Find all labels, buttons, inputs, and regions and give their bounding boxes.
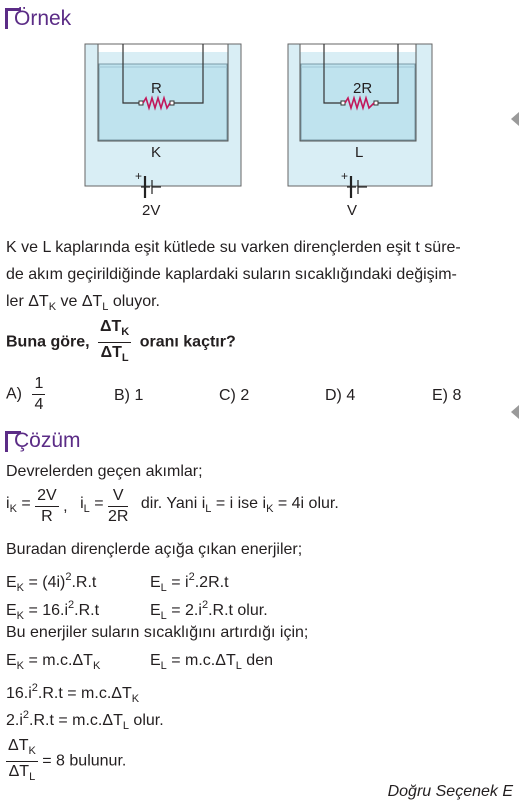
answer-note: Doğru Seçenek E [387,783,513,800]
solution-line-10: $\frac{\Delta T_K}{\Delta T_L}$ = 8 bulunur. [8,737,127,783]
circuit-figure [0,30,519,230]
resistor-K-label: R [151,80,162,97]
resistor-L-label: 2R [353,80,373,97]
solution-line-7b: $E_L = m.c.\Delta T_L$ den [150,652,273,672]
solution-line-5a: $E_K = 16.i^2.R.t$ [6,599,100,622]
option-b[interactable]: B) 1 [114,387,144,404]
ornek-heading: Örnek [14,7,72,30]
battery-L-plus: + [341,169,349,183]
container-K-label: K [151,144,162,161]
question-ask: Buna göre, $\frac{\Delta T_K}{\Delta T_L}$ oranı kaçtır? [6,318,236,364]
question-line-1: K ve L kaplarında eşit kütlede su varken dirençlerden eşit t süre- [6,239,461,256]
solution-line-3: Buradan dirençlerde açığa çıkan enerjiler; [6,541,303,558]
cozum-heading: Çözüm [14,429,81,452]
battery-K-voltage: 2V [142,202,161,219]
battery-K-plus: + [135,169,143,183]
option-e[interactable]: E) 8 [432,387,462,404]
container-L [288,44,432,186]
option-a[interactable]: A) $\frac{1}{4}$ [6,375,44,413]
container-L-label: L [355,144,364,161]
solution-line-5b: $E_L = 2.i^2.R.t$ olur. [150,599,268,622]
solution-line-4a: $E_K = (4i)^2.R.t$ [6,571,97,594]
solution-line-4b: $E_L = i^2.2R.t$ [150,571,229,594]
question-line-2: de akım geçirildiğinde kaplardaki suların sıcaklığındaki değişim- [6,266,457,283]
solution-line-7a: $E_K = m.c.\Delta T_K$ [6,652,101,672]
question-line-3: ler $\Delta T_K$ ve $\Delta T_L$ oluyor. [6,293,160,313]
solution-line-9: $2.i^2.R.t = m.c.\Delta T_L$ olur. [6,709,164,732]
solution-line-1: Devrelerden geçen akımlar; [6,463,203,480]
solution-line-2: $i_K$ = $\frac{2V}{R}$ , $i_L$ = $\frac{V}{2R}$ dir. Yani $i_L = i$ ise $i_K = 4i$ olur. [6,487,339,525]
solution-line-8: $16.i^2.R.t = m.c.\Delta T_K$ [6,682,140,705]
battery-L-voltage: V [347,202,358,219]
option-c[interactable]: C) 2 [219,387,250,404]
container-K [85,44,241,186]
page-edge-mark [511,405,519,419]
solution-line-6: Bu enerjiler suların sıcaklığını artırdığı için; [6,624,309,641]
option-d[interactable]: D) 4 [325,387,356,404]
